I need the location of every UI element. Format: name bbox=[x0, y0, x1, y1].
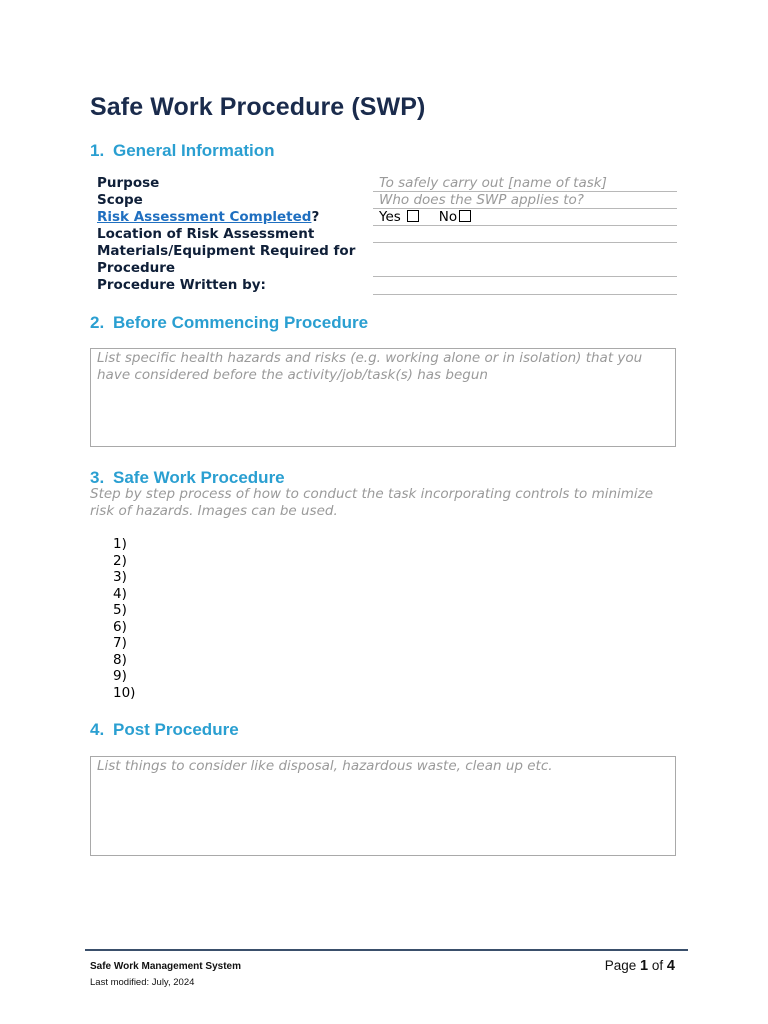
written-by-field[interactable] bbox=[373, 278, 677, 295]
section-number: 4. bbox=[90, 720, 105, 739]
section-swp-heading bbox=[90, 468, 285, 488]
steps-list bbox=[113, 536, 135, 701]
risk-assessment-suffix: ? bbox=[311, 209, 320, 225]
before-procedure-textbox[interactable] bbox=[90, 348, 676, 447]
section-title: General Information bbox=[113, 141, 275, 160]
step-item[interactable]: 4) bbox=[113, 585, 127, 602]
risk-assessment-label bbox=[97, 209, 319, 226]
scope-placeholder: Who does the SWP applies to? bbox=[379, 192, 584, 208]
written-by-label: Procedure Written by: bbox=[97, 277, 266, 293]
no-checkbox[interactable] bbox=[459, 210, 471, 222]
footer-last-modified: Last modified: July, 2024 bbox=[90, 977, 195, 988]
step-item[interactable]: 8) bbox=[113, 651, 127, 668]
purpose-label: Purpose bbox=[97, 175, 160, 191]
section-title: Post Procedure bbox=[113, 720, 239, 739]
yes-label: Yes bbox=[379, 209, 401, 225]
yes-checkbox[interactable] bbox=[407, 210, 419, 222]
post-procedure-placeholder: List things to consider like disposal, hazardous waste, clean up etc. bbox=[97, 758, 553, 774]
location-field[interactable] bbox=[373, 226, 677, 243]
section-post-heading bbox=[90, 720, 239, 740]
step-item[interactable]: 5) bbox=[113, 602, 127, 618]
purpose-placeholder: To safely carry out [name of task] bbox=[379, 175, 607, 191]
risk-assessment-field bbox=[373, 209, 677, 226]
risk-assessment-link[interactable]: Risk Assessment Completed bbox=[97, 209, 312, 225]
footer-divider bbox=[85, 949, 688, 951]
step-item[interactable]: 3) bbox=[113, 569, 127, 585]
section-number: 3. bbox=[90, 468, 105, 487]
step-item[interactable]: 9) bbox=[113, 668, 127, 684]
before-procedure-placeholder: List specific health hazards and risks (e.g. working alone or in isolation) that you have considered before the activity/job/task(s) has begun bbox=[97, 350, 643, 383]
document-title: Safe Work Procedure (SWP) bbox=[90, 93, 426, 121]
step-item[interactable]: 1) bbox=[113, 536, 127, 552]
section-number: 2. bbox=[90, 313, 105, 332]
materials-label: Materials/Equipment Required for Procedure bbox=[97, 243, 356, 276]
scope-label: Scope bbox=[97, 192, 143, 208]
step-item[interactable]: 7) bbox=[113, 635, 127, 651]
footer-page-number: Page 1 of 4 bbox=[604, 958, 675, 974]
post-procedure-textbox[interactable] bbox=[90, 756, 676, 856]
step-item[interactable]: 2) bbox=[113, 552, 127, 569]
materials-field[interactable] bbox=[373, 243, 677, 277]
section-title: Before Commencing Procedure bbox=[113, 313, 369, 332]
step-item[interactable]: 10) bbox=[113, 684, 136, 701]
location-label: Location of Risk Assessment bbox=[97, 226, 315, 242]
step-item[interactable]: 6) bbox=[113, 618, 127, 635]
scope-field[interactable] bbox=[373, 192, 677, 209]
footer-system-name: Safe Work Management System bbox=[90, 961, 241, 972]
section-title: Safe Work Procedure bbox=[113, 468, 285, 487]
no-label: No bbox=[438, 209, 458, 225]
section-general-heading bbox=[90, 141, 275, 161]
section-before-heading bbox=[90, 313, 368, 333]
section-number: 1. bbox=[90, 141, 105, 160]
swp-description: Step by step process of how to conduct the task incorporating controls to minimize risk of hazards. Images can be used. bbox=[90, 486, 654, 519]
purpose-field[interactable] bbox=[373, 175, 677, 192]
